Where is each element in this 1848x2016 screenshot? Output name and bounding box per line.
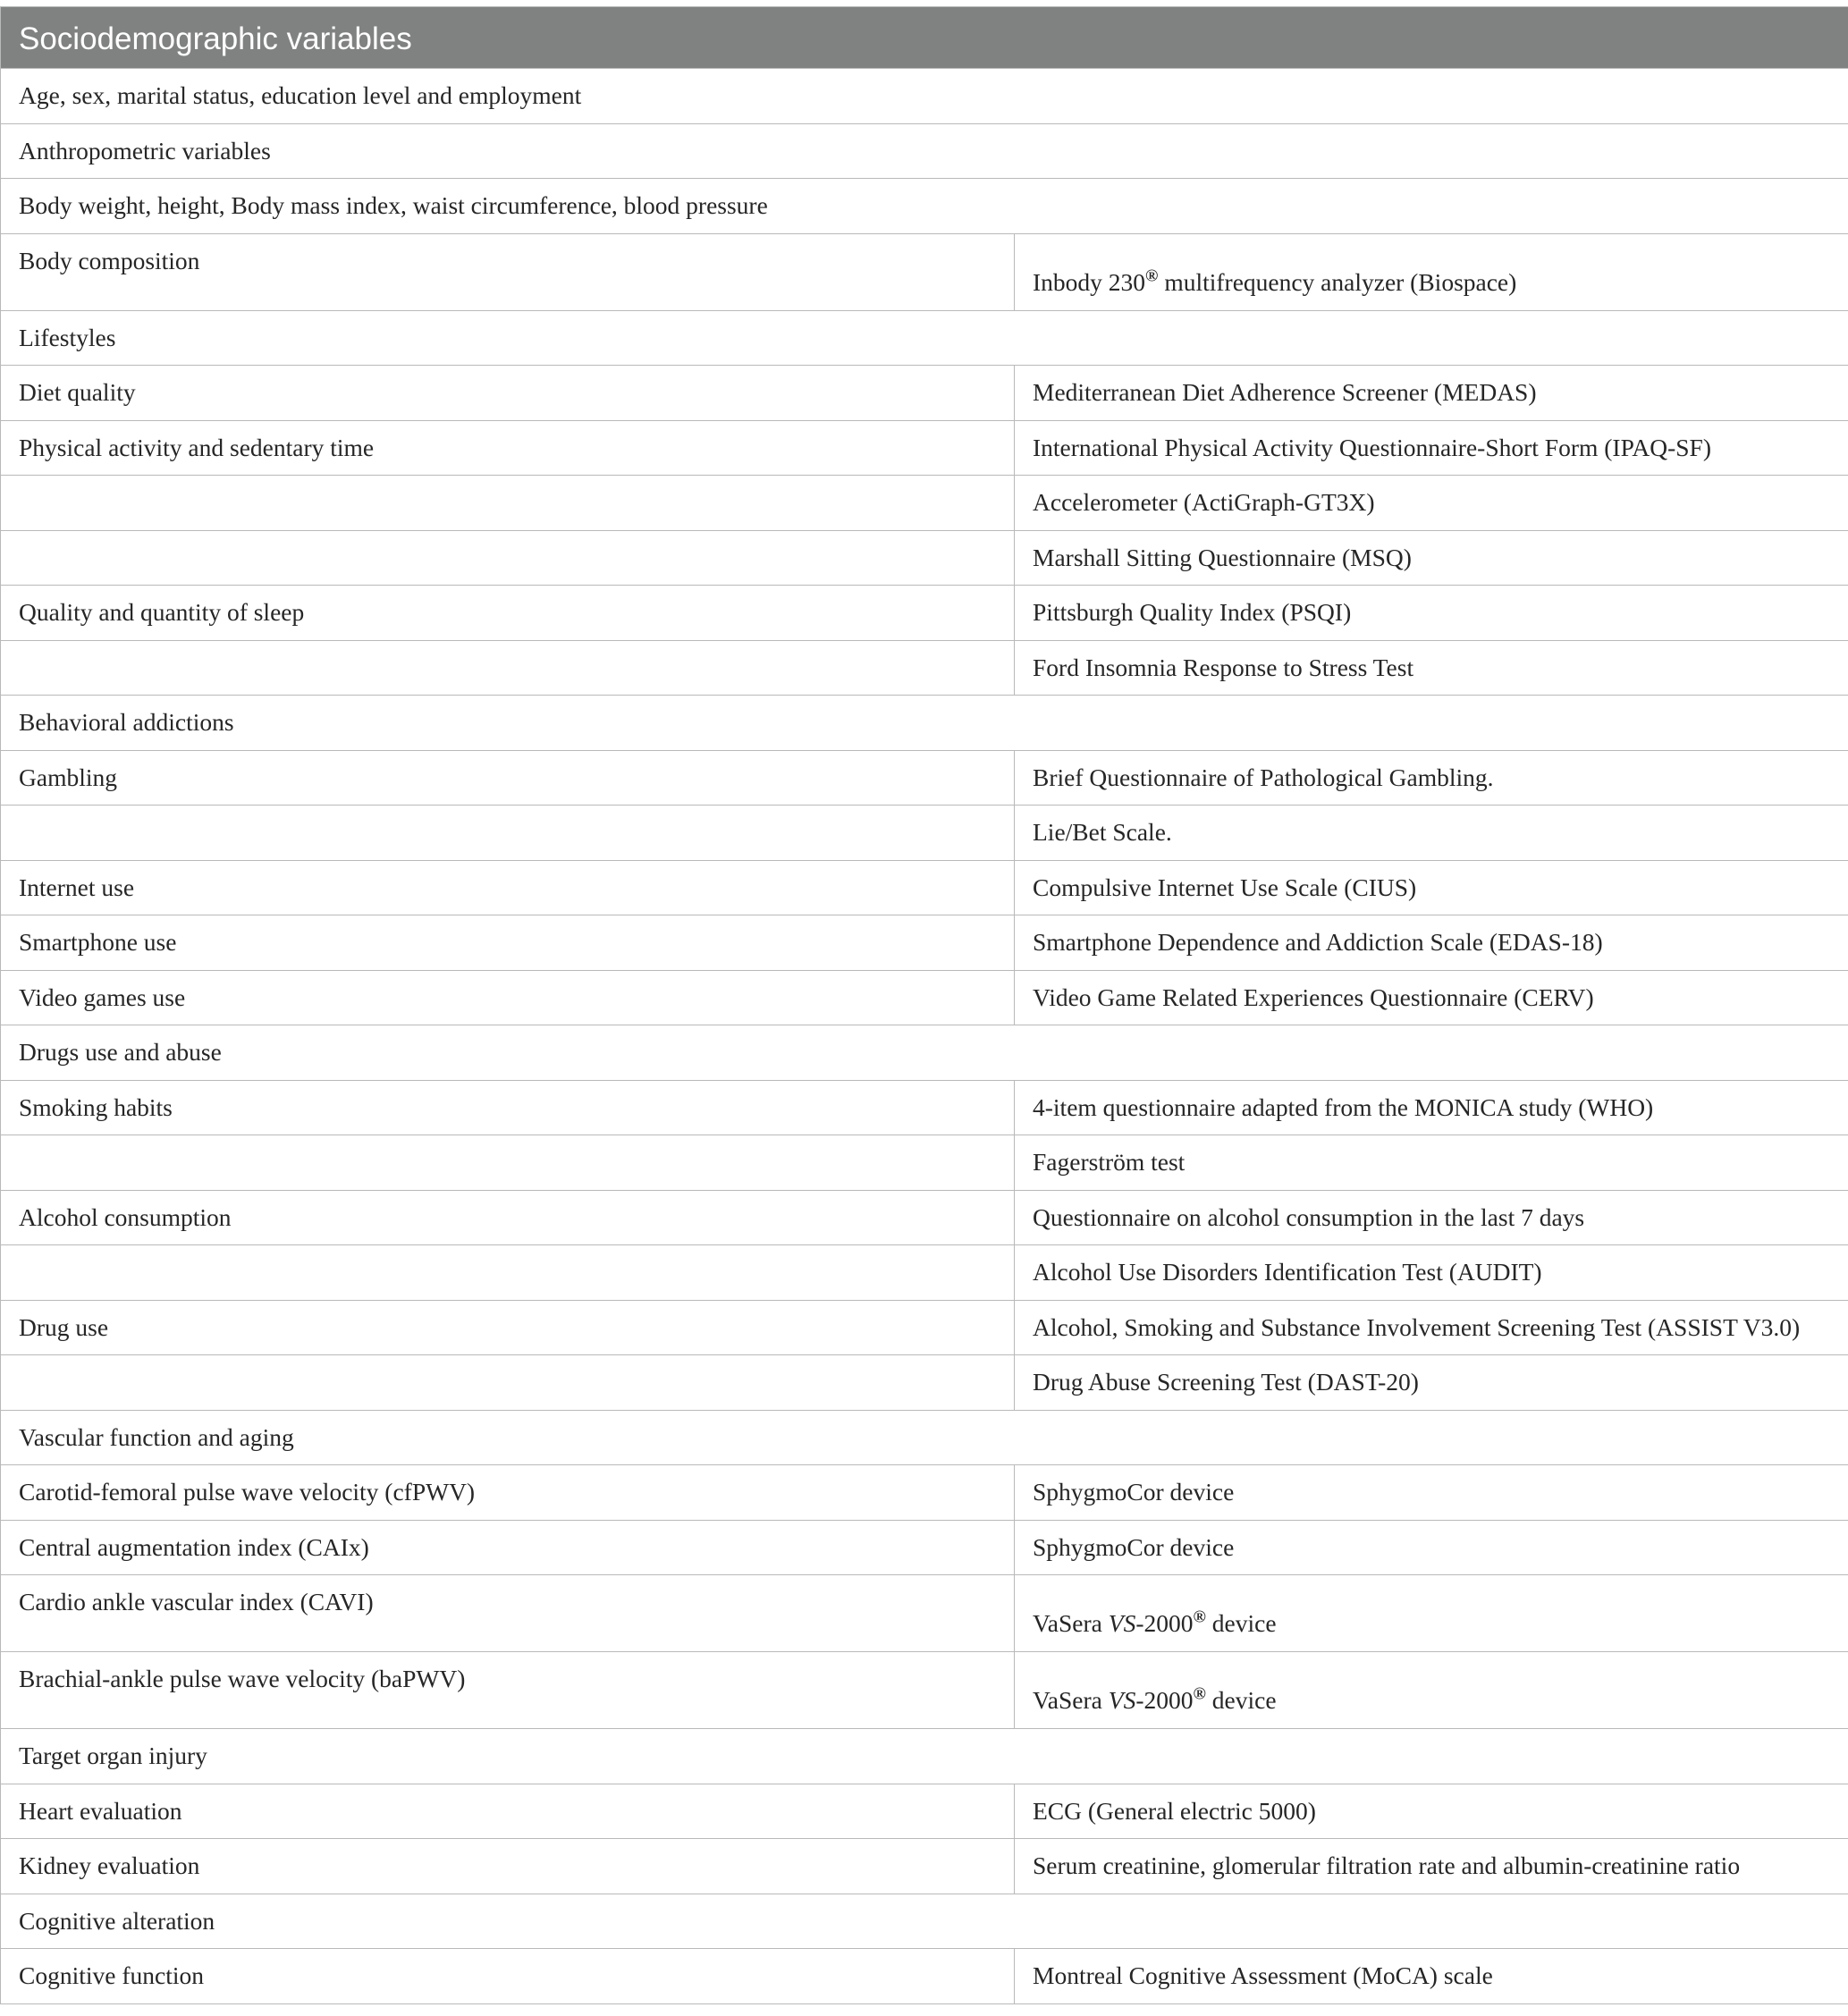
section-row bbox=[1, 310, 1848, 366]
table-row bbox=[1, 1245, 1848, 1301]
variables-table bbox=[0, 6, 1848, 2004]
section-label-cognitive-alteration: Cognitive alteration bbox=[1, 1894, 1848, 1949]
section-label-drugs-use-and-abuse: Drugs use and abuse bbox=[1, 1025, 1848, 1081]
variable-cell bbox=[1, 476, 1015, 531]
table-row bbox=[1, 1465, 1848, 1521]
instrument-cell: Accelerometer (ActiGraph-GT3X) bbox=[1015, 476, 1848, 531]
section-row bbox=[1, 1025, 1848, 1081]
table-head bbox=[1, 7, 1848, 69]
table-row bbox=[1, 420, 1848, 476]
instrument-cell: Fagerström test bbox=[1015, 1135, 1848, 1191]
table-row bbox=[1, 1652, 1848, 1729]
section-row bbox=[1, 1894, 1848, 1949]
section-label-behavioral-addictions: Behavioral addictions bbox=[1, 696, 1848, 751]
instrument-cell: Brief Questionnaire of Pathological Gambling. bbox=[1015, 750, 1848, 806]
variable-cell bbox=[1, 806, 1015, 861]
section-label-vascular-function-and-aging: Vascular function and aging bbox=[1, 1410, 1848, 1465]
section-row bbox=[1, 69, 1848, 124]
instrument-cell: SphygmoCor device bbox=[1015, 1520, 1848, 1575]
section-row bbox=[1, 179, 1848, 234]
instrument-cell: Drug Abuse Screening Test (DAST-20) bbox=[1015, 1355, 1848, 1411]
instrument-cell: Montreal Cognitive Assessment (MoCA) scale bbox=[1015, 1949, 1848, 2004]
header-row bbox=[1, 7, 1848, 69]
table-row bbox=[1, 970, 1848, 1025]
instrument-cell: VaSera VS-2000® device bbox=[1015, 1652, 1848, 1729]
table-row bbox=[1, 1080, 1848, 1135]
table-header: Sociodemographic variables bbox=[1, 7, 1848, 69]
section-label-body-weight-height-body-mass-index-waist-circumference-blood-pressure: Body weight, height, Body mass index, waist circumference, blood pressure bbox=[1, 179, 1848, 234]
section-label-age-sex-marital-status-education-level-and-employment: Age, sex, marital status, education level and employment bbox=[1, 69, 1848, 124]
table-row bbox=[1, 366, 1848, 421]
variable-cell bbox=[1, 1135, 1015, 1191]
table-row bbox=[1, 915, 1848, 971]
variable-cell bbox=[1, 530, 1015, 586]
table-row bbox=[1, 1300, 1848, 1355]
variable-cell bbox=[1, 640, 1015, 696]
instrument-cell: Alcohol Use Disorders Identification Test (AUDIT) bbox=[1015, 1245, 1848, 1301]
instrument-cell: Questionnaire on alcohol consumption in the last 7 days bbox=[1015, 1190, 1848, 1245]
variable-cell bbox=[1, 1355, 1015, 1411]
variable-cell: Cardio ankle vascular index (CAVI) bbox=[1, 1575, 1015, 1652]
instrument-cell: Smartphone Dependence and Addiction Scale (EDAS-18) bbox=[1015, 915, 1848, 971]
table-row bbox=[1, 1839, 1848, 1894]
instrument-cell: Inbody 230® multifrequency analyzer (Biospace) bbox=[1015, 233, 1848, 310]
table-row bbox=[1, 860, 1848, 915]
table-row bbox=[1, 233, 1848, 310]
instrument-cell: Serum creatinine, glomerular filtration rate and albumin-creatinine ratio bbox=[1015, 1839, 1848, 1894]
table-body bbox=[1, 69, 1848, 2004]
section-label-lifestyles: Lifestyles bbox=[1, 310, 1848, 366]
table-row bbox=[1, 1520, 1848, 1575]
table-row bbox=[1, 1784, 1848, 1839]
variable-cell: Drug use bbox=[1, 1300, 1015, 1355]
variable-cell: Physical activity and sedentary time bbox=[1, 420, 1015, 476]
instrument-cell: ECG (General electric 5000) bbox=[1015, 1784, 1848, 1839]
table-row bbox=[1, 586, 1848, 641]
table-row bbox=[1, 476, 1848, 531]
instrument-cell: VaSera VS-2000® device bbox=[1015, 1575, 1848, 1652]
variable-cell: Diet quality bbox=[1, 366, 1015, 421]
instrument-cell: Ford Insomnia Response to Stress Test bbox=[1015, 640, 1848, 696]
table-row bbox=[1, 1355, 1848, 1411]
instrument-cell: Mediterranean Diet Adherence Screener (MEDAS) bbox=[1015, 366, 1848, 421]
section-row bbox=[1, 1410, 1848, 1465]
instrument-cell: Alcohol, Smoking and Substance Involvement Screening Test (ASSIST V3.0) bbox=[1015, 1300, 1848, 1355]
variable-cell bbox=[1, 1245, 1015, 1301]
table-row bbox=[1, 750, 1848, 806]
section-label-anthropometric-variables: Anthropometric variables bbox=[1, 123, 1848, 179]
variable-cell: Internet use bbox=[1, 860, 1015, 915]
table-row bbox=[1, 1949, 1848, 2004]
variable-cell: Carotid-femoral pulse wave velocity (cfPWV) bbox=[1, 1465, 1015, 1521]
table-row bbox=[1, 1135, 1848, 1191]
table-row bbox=[1, 530, 1848, 586]
variable-cell: Body composition bbox=[1, 233, 1015, 310]
table-row bbox=[1, 806, 1848, 861]
instrument-cell: Lie/Bet Scale. bbox=[1015, 806, 1848, 861]
table-row bbox=[1, 640, 1848, 696]
table-row bbox=[1, 1575, 1848, 1652]
section-row bbox=[1, 1729, 1848, 1784]
variable-cell: Video games use bbox=[1, 970, 1015, 1025]
variable-cell: Smartphone use bbox=[1, 915, 1015, 971]
instrument-cell: Compulsive Internet Use Scale (CIUS) bbox=[1015, 860, 1848, 915]
variable-cell: Central augmentation index (CAIx) bbox=[1, 1520, 1015, 1575]
instrument-cell: Video Game Related Experiences Questionnaire (CERV) bbox=[1015, 970, 1848, 1025]
instrument-cell: Marshall Sitting Questionnaire (MSQ) bbox=[1015, 530, 1848, 586]
table-row bbox=[1, 1190, 1848, 1245]
variable-cell: Smoking habits bbox=[1, 1080, 1015, 1135]
instrument-cell: Pittsburgh Quality Index (PSQI) bbox=[1015, 586, 1848, 641]
variable-cell: Gambling bbox=[1, 750, 1015, 806]
variable-cell: Quality and quantity of sleep bbox=[1, 586, 1015, 641]
instrument-cell: International Physical Activity Questionnaire-Short Form (IPAQ-SF) bbox=[1015, 420, 1848, 476]
variable-cell: Kidney evaluation bbox=[1, 1839, 1015, 1894]
section-row bbox=[1, 696, 1848, 751]
variable-cell: Heart evaluation bbox=[1, 1784, 1015, 1839]
instrument-cell: SphygmoCor device bbox=[1015, 1465, 1848, 1521]
section-row bbox=[1, 123, 1848, 179]
variable-cell: Alcohol consumption bbox=[1, 1190, 1015, 1245]
variable-cell: Cognitive function bbox=[1, 1949, 1015, 2004]
instrument-cell: 4-item questionnaire adapted from the MONICA study (WHO) bbox=[1015, 1080, 1848, 1135]
variable-cell: Brachial-ankle pulse wave velocity (baPWV) bbox=[1, 1652, 1015, 1729]
section-label-target-organ-injury: Target organ injury bbox=[1, 1729, 1848, 1784]
